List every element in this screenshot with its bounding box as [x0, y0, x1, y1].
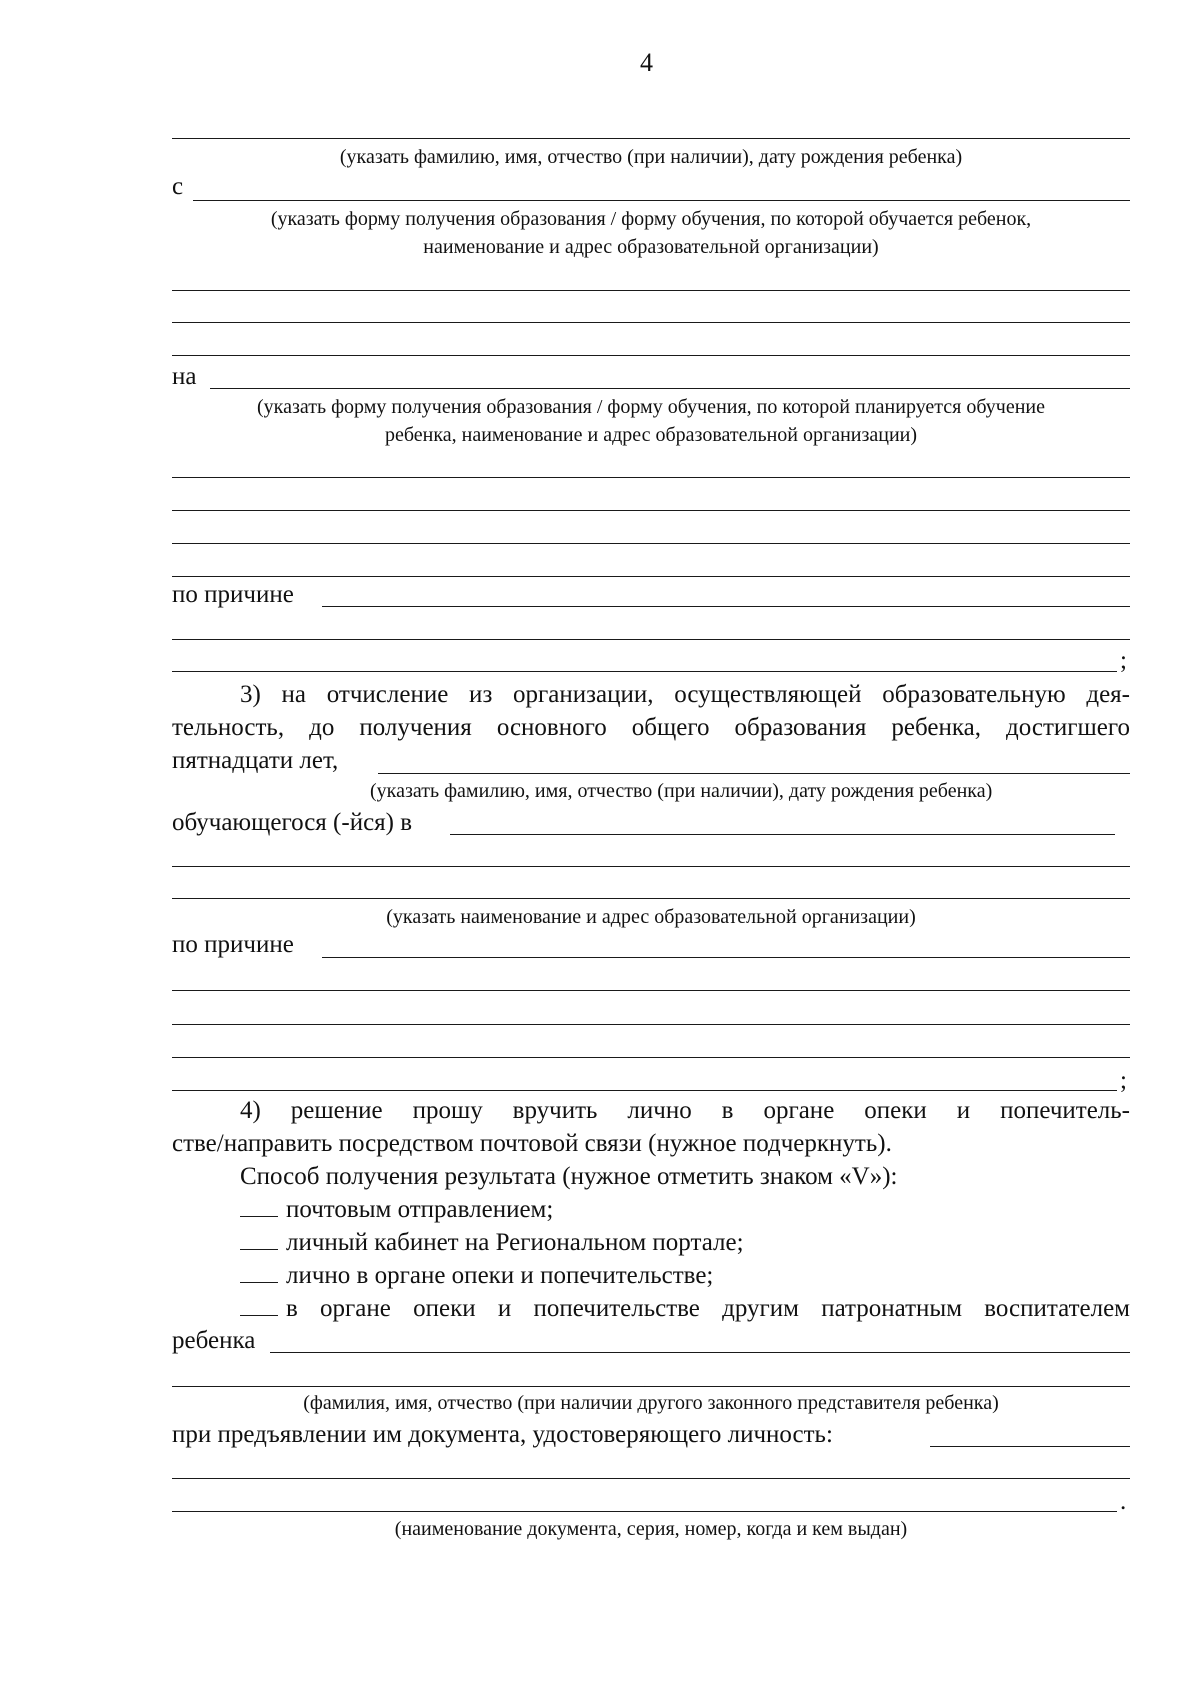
caption-child-name: (указать фамилию, имя, отчество (при наличии), дату рождения ребенка) [339, 146, 963, 168]
semicolon-2: ; [1120, 1067, 1127, 1094]
reason-line-2[interactable] [322, 957, 1130, 958]
reason-label: по причине [172, 581, 294, 608]
id-document-line: при предъявлении им документа, удостоверяющего личность: [172, 1421, 833, 1448]
studying-extra-line[interactable] [172, 898, 1130, 899]
reason-label-2: по причине [172, 931, 294, 958]
child-label: ребенка [172, 1327, 256, 1354]
option-portal[interactable] [240, 1227, 744, 1258]
option-in-person[interactable] [240, 1260, 713, 1291]
id-document-extra-line[interactable] [172, 1478, 1130, 1479]
semicolon: ; [1120, 647, 1127, 674]
caption-section3-child: (указать фамилию, имя, отчество (при наличии), дату рождения ребенка) [370, 780, 993, 802]
to-extra-line[interactable] [172, 576, 1130, 577]
section4-line1: 4) решение прошу вручить лично в органе опеки и попечитель- [240, 1097, 1130, 1124]
from-extra-line[interactable] [172, 290, 1130, 291]
section3-line3: пятнадцати лет, [172, 747, 339, 774]
caption-to-line1: (указать форму получения образования / форму обучения, по которой планируется обучение [257, 396, 1045, 418]
caption-document: (наименование документа, серия, номер, когда и кем выдан) [394, 1518, 908, 1540]
reason-extra-line[interactable] [172, 639, 1130, 640]
caption-from-line1: (указать форму получения образования / форму обучения, по которой обучается ребенок, [270, 208, 1032, 230]
method-title: Способ получения результата (нужное отметить знаком «V»): [240, 1163, 898, 1190]
option-mail[interactable] [240, 1194, 553, 1225]
option-checkbox[interactable] [240, 1227, 278, 1250]
to-extra-line[interactable] [172, 543, 1130, 544]
option-checkbox[interactable] [240, 1194, 278, 1217]
section3-line1: 3) на отчисление из организации, осуществляющей образовательную дея- [240, 681, 1130, 708]
caption-section3-org: (указать наименование и адрес образовательной организации) [386, 906, 916, 928]
section3-child-line[interactable] [378, 773, 1130, 774]
caption-representative: (фамилия, имя, отчество (при наличии другого законного представителя ребенка) [303, 1392, 999, 1414]
option-label: почтовым отправлением; [286, 1196, 554, 1223]
child-name-line[interactable] [172, 138, 1130, 139]
option-label: в органе опеки и попечительстве другим патронатным воспитателем [286, 1295, 1130, 1322]
option-label: личный кабинет на Региональном портале; [286, 1229, 744, 1256]
id-document-extra-line[interactable] [172, 1511, 1117, 1512]
reason-extra-line-2[interactable] [172, 1024, 1130, 1025]
studying-label: обучающегося (-йся) в [172, 809, 413, 836]
from-label: с [172, 173, 184, 200]
page-number: 4 [640, 48, 653, 77]
reason-extra-line-2[interactable] [172, 1057, 1130, 1058]
reason-extra-line[interactable] [172, 671, 1117, 672]
reason-line[interactable] [322, 606, 1130, 607]
caption-from-line2: наименование и адрес образовательной организации) [423, 236, 879, 258]
from-extra-line[interactable] [172, 322, 1130, 323]
studying-line[interactable] [450, 834, 1115, 835]
caption-to-line2: ребенка, наименование и адрес образовательной организации) [384, 424, 918, 446]
option-label: лично в органе опеки и попечительстве; [286, 1262, 714, 1289]
to-label: на [172, 363, 197, 390]
guardian-extra-line[interactable] [172, 1386, 1130, 1387]
to-line[interactable] [210, 388, 1130, 389]
section3-line2: тельность, до получения основного общего образования ребенка, достигшего [172, 714, 1130, 741]
id-document-field[interactable] [930, 1446, 1130, 1447]
from-line[interactable] [193, 200, 1130, 201]
guardian-line[interactable] [270, 1352, 1130, 1353]
option-checkbox[interactable] [240, 1260, 278, 1283]
period: . [1120, 1488, 1127, 1515]
section4-line2: стве/направить посредством почтовой связи (нужное подчеркнуть). [172, 1130, 892, 1157]
reason-extra-line-2[interactable] [172, 1090, 1117, 1091]
to-extra-line[interactable] [172, 477, 1130, 478]
option-checkbox[interactable] [240, 1293, 278, 1316]
studying-extra-line[interactable] [172, 866, 1130, 867]
to-extra-line[interactable] [172, 510, 1130, 511]
option-other-guardian[interactable] [240, 1293, 1130, 1324]
reason-extra-line-2[interactable] [172, 990, 1130, 991]
from-extra-line[interactable] [172, 355, 1130, 356]
